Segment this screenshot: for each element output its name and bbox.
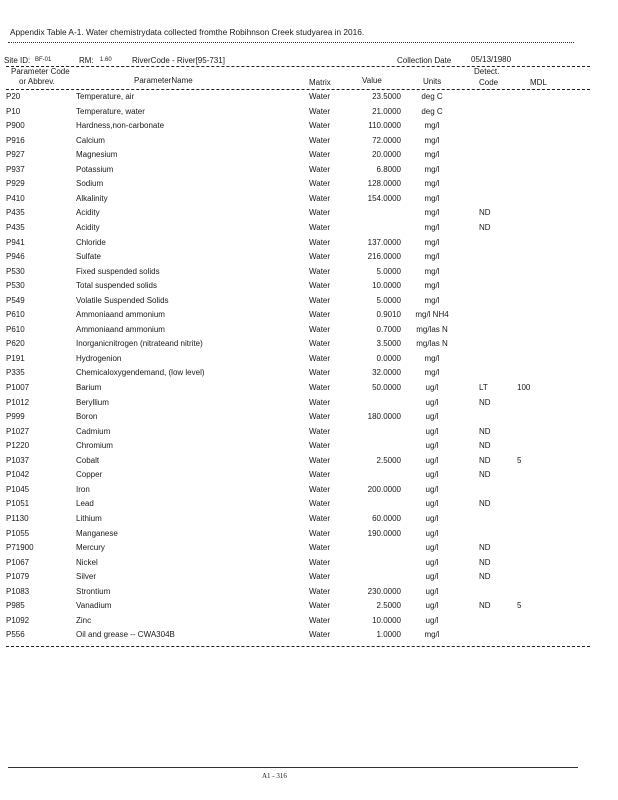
param-code-cell: P985 (6, 601, 25, 611)
matrix-cell: Water (309, 368, 331, 378)
table-row (0, 427, 618, 442)
table-row (0, 499, 618, 514)
table-row (0, 267, 618, 282)
param-code-cell: P946 (6, 252, 25, 262)
value-cell: 200.0000 (367, 484, 401, 494)
units-cell: ug/l (425, 499, 439, 509)
matrix-cell: Water (309, 586, 331, 596)
param-code-cell: P71900 (6, 543, 34, 553)
param-name-cell: Beryllium (76, 397, 109, 407)
param-code-cell: P941 (6, 237, 25, 247)
matrix-cell: Water (309, 383, 331, 392)
table-row (0, 150, 618, 165)
param-name-cell: Potassium (76, 164, 114, 174)
table-row (0, 252, 618, 267)
param-name-cell: Lithium (76, 513, 102, 523)
table-row (0, 310, 618, 325)
mdl-cell: 5 (517, 601, 522, 611)
matrix-cell: Water (309, 455, 331, 465)
param-name-cell: Hardness,non-carbonate (76, 121, 165, 131)
table-row (0, 485, 618, 500)
matrix-cell: Water (309, 252, 331, 262)
value-cell: 5.0000 (376, 266, 401, 276)
param-code-cell: P1007 (6, 383, 30, 392)
param-name-cell: Manganese (76, 528, 118, 538)
units-cell: mg/l (424, 150, 440, 160)
river-code: RiverCode - River[95-731] (132, 56, 225, 65)
param-name-cell: Ammoniaand ammonium (76, 324, 165, 334)
param-code-cell: P410 (6, 193, 25, 203)
table-row (0, 529, 618, 544)
table-row (0, 354, 618, 369)
param-name-cell: Silver (76, 572, 97, 582)
table-row (0, 121, 618, 136)
detect-code-cell: ND (479, 499, 491, 509)
header-units: Units (423, 77, 442, 86)
table-row (0, 412, 618, 427)
matrix-cell: Water (309, 543, 331, 553)
param-code-cell: P1079 (6, 572, 30, 582)
matrix-cell: Water (309, 208, 331, 218)
value-cell: 23.5000 (372, 92, 401, 101)
param-name-cell: Chromium (76, 441, 113, 451)
value-cell: 2.5000 (376, 601, 401, 611)
units-cell: ug/l (425, 572, 439, 582)
footer-rule (8, 767, 578, 768)
param-code-cell: P435 (6, 208, 25, 218)
table-row (0, 165, 618, 180)
table-row (0, 572, 618, 587)
value-cell: 60.0000 (372, 513, 401, 523)
table-row (0, 470, 618, 485)
param-code-cell: P1027 (6, 426, 30, 436)
units-cell: ug/l (425, 397, 439, 407)
header-detect: Detect. (474, 67, 500, 76)
param-name-cell: Magnesium (76, 150, 118, 160)
matrix-cell: Water (309, 353, 331, 363)
table-row (0, 441, 618, 456)
value-cell: 20.0000 (372, 150, 401, 160)
param-code-cell: P549 (6, 295, 25, 305)
param-code-cell: P1220 (6, 441, 30, 451)
mdl-cell: 100 (517, 383, 531, 392)
table-row (0, 616, 618, 631)
param-name-cell: Strontium (76, 586, 111, 596)
param-code-cell: P610 (6, 310, 25, 320)
matrix-cell: Water (309, 135, 331, 145)
param-name-cell: Calcium (76, 135, 105, 145)
units-cell: mg/l (424, 208, 440, 218)
param-code-cell: P556 (6, 630, 25, 640)
param-code-cell: P1051 (6, 499, 30, 509)
matrix-cell: Water (309, 630, 331, 640)
param-code-cell: P900 (6, 121, 25, 131)
value-cell: 0.7000 (376, 324, 401, 334)
param-code-cell: P610 (6, 324, 25, 334)
header-param-name: ParameterName (134, 76, 193, 85)
table-row (0, 398, 618, 413)
table-row (0, 630, 618, 645)
value-cell: 2.5000 (376, 455, 401, 465)
units-cell: mg/l (424, 295, 440, 305)
units-cell: mg/l (424, 135, 440, 145)
param-code-cell: P1042 (6, 470, 30, 480)
site-id-label: Site ID: (4, 56, 31, 65)
table-row (0, 325, 618, 340)
matrix-cell: Water (309, 426, 331, 436)
table-row (0, 194, 618, 209)
param-code-cell: P999 (6, 412, 25, 422)
units-cell: mg/l (424, 179, 440, 189)
table-row (0, 223, 618, 238)
value-cell: 32.0000 (372, 368, 401, 378)
param-code-cell: P916 (6, 135, 25, 145)
header-detect-line2: Code (479, 78, 499, 87)
detect-code-cell: ND (479, 397, 491, 407)
matrix-cell: Water (309, 412, 331, 422)
param-code-cell: P435 (6, 222, 25, 232)
param-name-cell: Boron (76, 412, 98, 422)
units-cell: mg/l (424, 237, 440, 247)
param-name-cell: Volatile Suspended Solids (76, 295, 169, 305)
header-param-code: Parameter Code (11, 67, 70, 76)
collection-date-label: Collection Date (397, 56, 452, 65)
detect-code-cell: ND (479, 455, 491, 465)
param-name-cell: Sulfate (76, 252, 101, 262)
matrix-cell: Water (309, 237, 331, 247)
units-cell: ug/l (425, 484, 439, 494)
detect-code-cell: ND (479, 470, 491, 480)
units-cell: mg/l (424, 121, 440, 131)
detect-code-cell: LT (479, 383, 488, 392)
param-name-cell: Sodium (76, 179, 104, 189)
detect-code-cell: ND (479, 543, 491, 553)
header-value: Value (362, 76, 382, 85)
table-row (0, 136, 618, 151)
matrix-cell: Water (309, 121, 331, 131)
param-code-cell: P1037 (6, 455, 30, 465)
param-name-cell: Alkalinity (76, 193, 108, 203)
matrix-cell: Water (309, 164, 331, 174)
table-bottom-rule (6, 646, 590, 647)
matrix-cell: Water (309, 470, 331, 480)
matrix-cell: Water (309, 310, 331, 320)
param-name-cell: Nickel (76, 557, 98, 567)
matrix-cell: Water (309, 266, 331, 276)
param-name-cell: Fixed suspended solids (76, 266, 160, 276)
param-name-cell: Acidity (76, 222, 100, 232)
value-cell: 3.5000 (376, 339, 401, 349)
header-bottom-rule (6, 89, 590, 90)
units-cell: mg/l (424, 281, 440, 291)
param-code-cell: P1055 (6, 528, 30, 538)
table-row (0, 281, 618, 296)
detect-code-cell: ND (479, 441, 491, 451)
matrix-cell: Water (309, 557, 331, 567)
units-cell: ug/l (425, 470, 439, 480)
units-cell: ug/l (425, 557, 439, 567)
units-cell: mg/l (424, 353, 440, 363)
table-row (0, 558, 618, 573)
value-cell: 0.0000 (376, 353, 401, 363)
units-cell: ug/l (425, 586, 439, 596)
param-code-cell: P20 (6, 92, 21, 101)
param-code-cell: P335 (6, 368, 25, 378)
table-row (0, 383, 618, 398)
table-row (0, 587, 618, 602)
param-name-cell: Total suspended solids (76, 281, 157, 291)
units-cell: ug/l (425, 441, 439, 451)
units-cell: ug/l (425, 513, 439, 523)
units-cell: mg/l (424, 368, 440, 378)
table-row (0, 296, 618, 311)
units-cell: mg/l (424, 164, 440, 174)
param-name-cell: Temperature, water (76, 106, 145, 116)
param-code-cell: P530 (6, 266, 25, 276)
param-name-cell: Chemicaloxygendemand, (low level) (76, 368, 205, 378)
units-cell: ug/l (425, 528, 439, 538)
detect-code-cell: ND (479, 426, 491, 436)
header-top-rule (6, 66, 590, 67)
param-name-cell: Acidity (76, 208, 100, 218)
param-name-cell: Mercury (76, 543, 105, 553)
value-cell: 21.0000 (372, 106, 401, 116)
param-name-cell: Oil and grease -- CWA304B (76, 630, 175, 640)
rm-label: RM: (79, 56, 94, 65)
value-cell: 180.0000 (367, 412, 401, 422)
table-row (0, 179, 618, 194)
detect-code-cell: ND (479, 601, 491, 611)
param-code-cell: P1012 (6, 397, 30, 407)
table-caption: Appendix Table A-1. Water chemistrydata collected fromthe Robihnson Creek studyarea in 2016. (10, 27, 365, 37)
units-cell: deg C (421, 106, 443, 116)
units-cell: ug/l (425, 455, 439, 465)
param-code-cell: P1067 (6, 557, 30, 567)
units-cell: mg/l (424, 266, 440, 276)
param-code-cell: P620 (6, 339, 25, 349)
matrix-cell: Water (309, 572, 331, 582)
matrix-cell: Water (309, 441, 331, 451)
param-name-cell: Copper (76, 470, 103, 480)
mdl-cell: 5 (517, 455, 522, 465)
matrix-cell: Water (309, 528, 331, 538)
header-param-code-line2: or Abbrev. (19, 77, 55, 86)
detect-code-cell: ND (479, 557, 491, 567)
value-cell: 5.0000 (376, 295, 401, 305)
header-mdl: MDL (530, 78, 547, 87)
matrix-cell: Water (309, 499, 331, 509)
value-cell: 110.0000 (368, 121, 401, 131)
table-row (0, 514, 618, 529)
table-row (0, 368, 618, 383)
param-name-cell: Zinc (76, 615, 92, 625)
units-cell: mg/las N (416, 339, 448, 349)
units-cell: mg/l (424, 630, 440, 640)
units-cell: ug/l (425, 543, 439, 553)
caption-dotted-divider (8, 42, 574, 43)
collection-date-value: 05/13/1980 (471, 55, 512, 64)
matrix-cell: Water (309, 222, 331, 232)
matrix-cell: Water (309, 92, 331, 101)
param-code-cell: P1083 (6, 586, 30, 596)
matrix-cell: Water (309, 484, 331, 494)
page-number: A1 - 316 (262, 772, 287, 780)
value-cell: 137.0000 (367, 237, 401, 247)
matrix-cell: Water (309, 179, 331, 189)
param-name-cell: Temperature, air (76, 92, 135, 101)
table-row (0, 92, 618, 107)
table-row (0, 456, 618, 471)
detect-code-cell: ND (479, 208, 491, 218)
value-cell: 216.0000 (367, 252, 401, 262)
site-id-value: BF-01 (35, 57, 52, 63)
param-name-cell: Hydrogenion (76, 353, 122, 363)
value-cell: 128.0000 (367, 179, 401, 189)
value-cell: 50.0000 (372, 383, 401, 392)
matrix-cell: Water (309, 324, 331, 334)
param-code-cell: P10 (6, 106, 21, 116)
matrix-cell: Water (309, 106, 331, 116)
units-cell: mg/las N (416, 324, 448, 334)
units-cell: mg/l (424, 252, 440, 262)
param-name-cell: Cobalt (76, 455, 100, 465)
value-cell: 10.0000 (372, 281, 401, 291)
value-cell: 230.0000 (367, 586, 401, 596)
value-cell: 154.0000 (367, 193, 401, 203)
value-cell: 1.0000 (376, 630, 401, 640)
units-cell: mg/l (424, 193, 440, 203)
param-code-cell: P530 (6, 281, 25, 291)
param-name-cell: Iron (76, 484, 90, 494)
value-cell: 0.9010 (376, 310, 401, 320)
matrix-cell: Water (309, 397, 331, 407)
param-code-cell: P929 (6, 179, 25, 189)
matrix-cell: Water (309, 615, 331, 625)
param-code-cell: P927 (6, 150, 25, 160)
param-code-cell: P1130 (6, 513, 29, 523)
units-cell: ug/l (425, 601, 439, 611)
table-row (0, 107, 618, 122)
header-matrix: Matrix (309, 78, 331, 87)
table-row (0, 601, 618, 616)
value-cell: 6.8000 (376, 164, 401, 174)
param-code-cell: P191 (6, 353, 25, 363)
matrix-cell: Water (309, 295, 331, 305)
units-cell: mg/l NH4 (415, 310, 449, 320)
value-cell: 10.0000 (372, 615, 401, 625)
param-code-cell: P1092 (6, 615, 30, 625)
param-name-cell: Cadmium (76, 426, 111, 436)
param-code-cell: P937 (6, 164, 25, 174)
param-name-cell: Inorganicnitrogen (nitrateand nitrite) (76, 339, 203, 349)
param-name-cell: Vanadium (76, 601, 112, 611)
table-row (0, 208, 618, 223)
matrix-cell: Water (309, 601, 331, 611)
table-row (0, 543, 618, 558)
param-name-cell: Barium (76, 383, 102, 392)
units-cell: ug/l (425, 426, 439, 436)
units-cell: deg C (421, 92, 443, 101)
matrix-cell: Water (309, 339, 331, 349)
table-row (0, 339, 618, 354)
param-name-cell: Ammoniaand ammonium (76, 310, 165, 320)
table-row (0, 238, 618, 253)
detect-code-cell: ND (479, 222, 491, 232)
matrix-cell: Water (309, 513, 331, 523)
value-cell: 190.0000 (367, 528, 401, 538)
matrix-cell: Water (309, 150, 331, 160)
param-name-cell: Chloride (76, 237, 106, 247)
matrix-cell: Water (309, 193, 331, 203)
units-cell: mg/l (424, 222, 440, 232)
matrix-cell: Water (309, 281, 331, 291)
param-code-cell: P1045 (6, 484, 30, 494)
units-cell: ug/l (425, 412, 439, 422)
detect-code-cell: ND (479, 572, 491, 582)
param-name-cell: Lead (76, 499, 94, 509)
units-cell: ug/l (425, 383, 439, 392)
units-cell: ug/l (425, 615, 439, 625)
value-cell: 72.0000 (372, 135, 401, 145)
rm-value: 1.60 (100, 57, 112, 63)
